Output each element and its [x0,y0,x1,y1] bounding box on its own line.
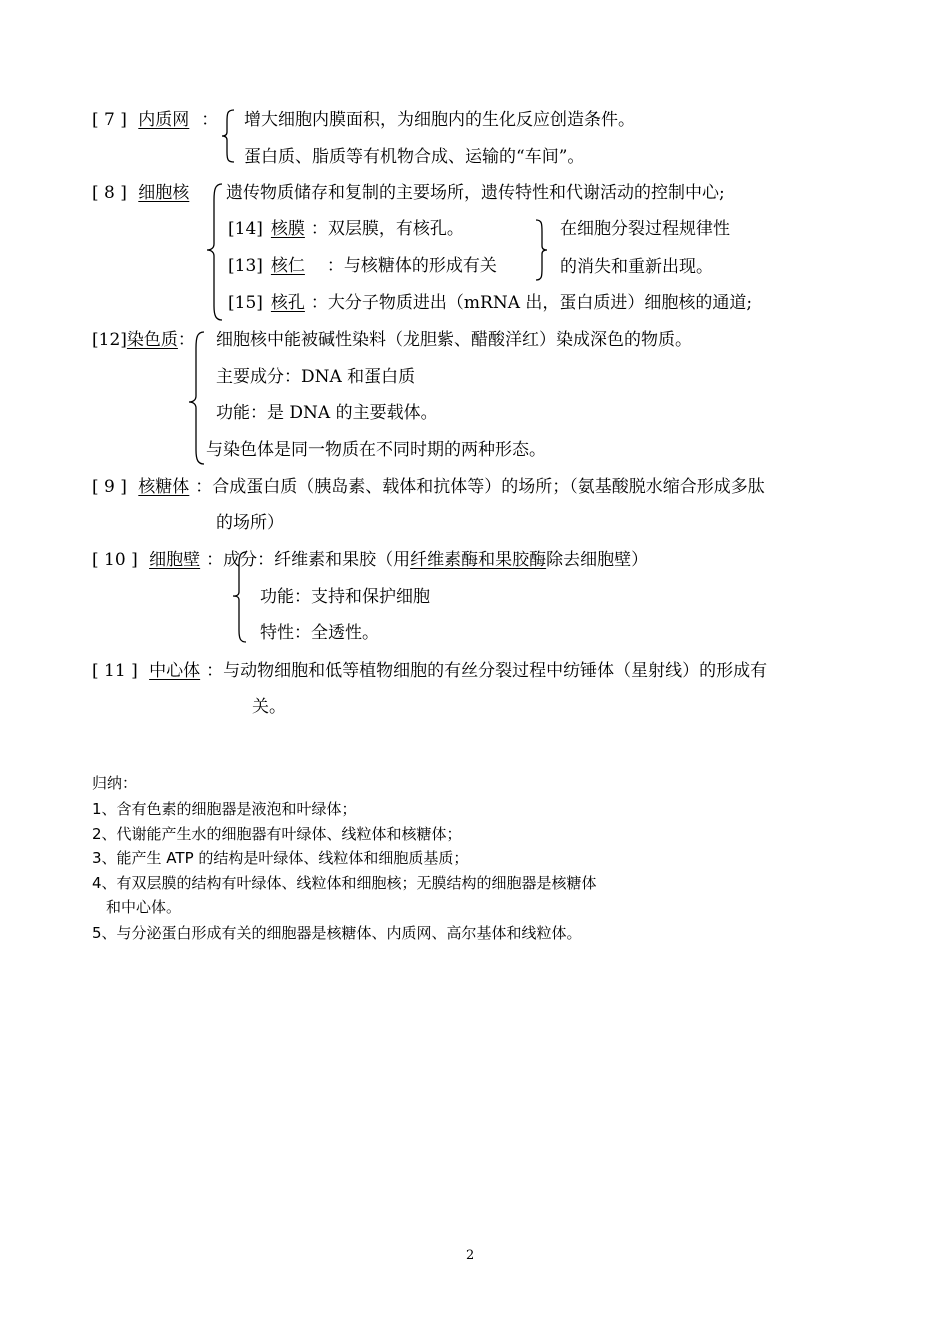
nucleolus-row [228,255,497,277]
chromatin-function: 功能：是 DNA 的主要载体。 [216,403,438,423]
chromatin-definition: 细胞核中能被碱性染料（龙胆紫、醋酸洋红）染成深色的物质。 [216,330,692,350]
cell-wall-composition-end: 除去细胞壁） [546,550,649,570]
summary-title: 归纳： [92,774,138,792]
ribosome-name: 核糖体 [138,477,190,497]
nuclear-membrane-row [228,218,464,240]
nucleus-number: [ 8 ] [92,183,127,203]
nuclear-pore-desc: ：大分子物质进出（mRNA 出，蛋白质进）细胞核的通道; [310,293,753,313]
nucleus-brace [204,182,224,322]
er-heading [92,109,218,131]
ribosome-heading [92,476,765,498]
er-function-1: 增大细胞内膜面积，为细胞内的生化反应创造条件。 [244,110,635,130]
nucleolus-desc: ：与核糖体的形成有关 [326,256,497,276]
cell-wall-property: 特性：全透性。 [260,623,379,643]
er-number: [ 7 ] [92,110,127,130]
nuclear-membrane-desc: ：双层膜，有核孔。 [310,219,464,239]
nucleus-right-brace [534,218,550,282]
summary-item: 2、代谢能产生水的细胞器有叶绿体、线粒体和核糖体； [92,825,462,843]
cell-wall-number: [ 10 ] [92,550,138,570]
chromatin-relation: 与染色体是同一物质在不同时期的两种形态。 [206,440,546,460]
er-colon: ： [201,110,219,130]
chromatin-colon: ： [177,330,195,350]
nuclear-membrane-number: [14] [228,219,263,239]
chromatin-heading [92,329,195,351]
nuclear-pore-name: 核孔 [270,293,305,313]
centrosome-number: [ 11 ] [92,661,138,681]
er-name: 内质网 [138,110,190,130]
cell-wall-enzymes: 纤维素酶和果胶酶 [410,550,547,570]
nuclear-pore-row [228,292,752,314]
cell-wall-name: 细胞壁 [149,550,201,570]
ribosome-function-cont: 的场所） [216,513,284,533]
centrosome-name: 中心体 [149,661,201,681]
er-function-2: 蛋白质、脂质等有机物合成、运输的“车间”。 [244,147,585,167]
summary-item: 5、与分泌蛋白形成有关的细胞器是核糖体、内质网、高尔基体和线粒体。 [92,924,582,942]
nucleus-division-note-1: 在细胞分裂过程规律性 [560,219,730,239]
summary-item: 3、能产生 ATP 的结构是叶绿体、线粒体和细胞质基质； [92,849,469,867]
ribosome-function: ：合成蛋白质（胰岛素、载体和抗体等）的场所；（氨基酸脱水缩合形成多肽 [195,477,765,497]
chromatin-brace [186,330,206,466]
nucleus-division-note-2: 的消失和重新出现。 [560,257,713,277]
chromatin-name: 染色质 [126,330,178,350]
nucleus-function: 遗传物质储存和复制的主要场所，遗传特性和代谢活动的控制中心; [226,183,725,203]
centrosome-heading [92,660,767,682]
chromatin-number: [12] [92,330,127,350]
nucleus-heading [92,182,189,204]
nucleolus-name: 核仁 [270,256,305,276]
cell-wall-function: 功能：支持和保护细胞 [260,587,430,607]
summary-item-cont: 和中心体。 [106,898,182,916]
chromatin-composition: 主要成分：DNA 和蛋白质 [216,367,416,387]
cell-wall-heading [92,549,648,571]
nuclear-pore-number: [15] [228,293,263,313]
page-number: 2 [466,1248,475,1263]
nucleolus-number: [13] [228,256,263,276]
er-brace [220,108,236,164]
nucleus-name: 细胞核 [138,183,190,203]
ribosome-number: [ 9 ] [92,477,127,497]
cell-wall-brace [230,550,248,644]
centrosome-function: ：与动物细胞和低等植物细胞的有丝分裂过程中纺锤体（星射线）的形成有 [206,661,768,681]
summary-item: 4、有双层膜的结构有叶绿体、线粒体和细胞核；无膜结构的细胞器是核糖体 [92,874,597,892]
summary-item: 1、含有色素的细胞器是液泡和叶绿体； [92,800,357,818]
nuclear-membrane-name: 核膜 [270,219,305,239]
cell-wall-composition: ：成分：纤维素和果胶（用 [206,550,411,570]
centrosome-function-cont: 关。 [252,697,286,717]
